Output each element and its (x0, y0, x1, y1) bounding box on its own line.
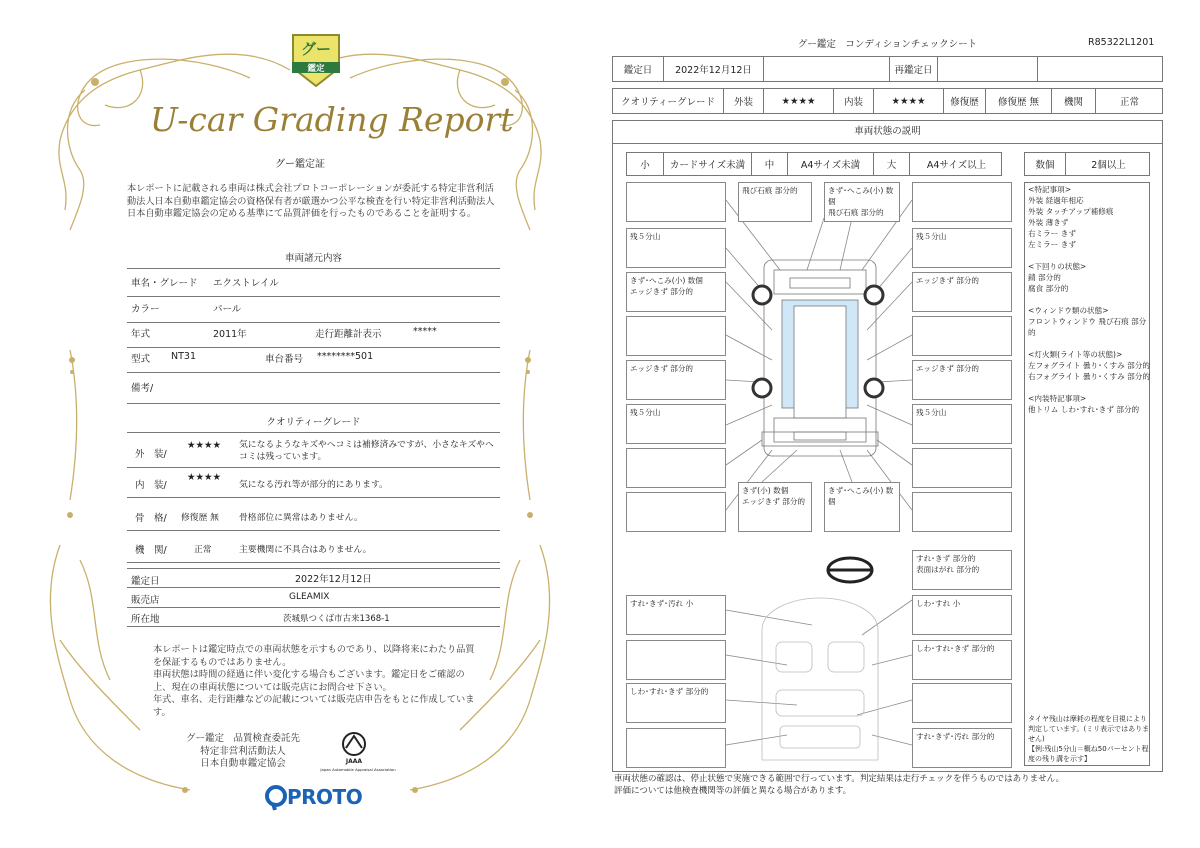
interior-box-2: しわ･すれ 小 (912, 595, 1012, 635)
interior-box-1: すれ･きず･汚れ 小 (626, 595, 726, 635)
odometer-label: 走行距離計表示 (315, 329, 382, 340)
damage-box-rear-2: きず･へこみ(小) 数個 (824, 482, 900, 532)
repair-label: 修復歴 (943, 89, 985, 113)
grade-label: クオリティーグレード (620, 97, 716, 108)
color-label: カラー (131, 304, 160, 315)
count-label: 数個 (1035, 160, 1055, 171)
size-mid-desc: A4サイズ未満 (787, 153, 873, 175)
org-name: グー鑑定 品質検査委託先 特定非営利活動法人 日本自動車鑑定協会 (185, 733, 300, 769)
shop-label: 販売店 (131, 595, 160, 606)
date-label: 鑑定日 (623, 65, 653, 76)
frame-text: 骨格部位に異常はありません。 (239, 513, 363, 523)
certificate-title: グー鑑定証 (275, 159, 325, 170)
quality-row-engine (127, 537, 500, 563)
damage-box-rear-1: きず(小) 数個 エッジきず 部分的 (738, 482, 812, 532)
footer-line-1: 車両状態の確認は、停止状態で実施できる範囲で行っています。判定結果は走行チェックを伴うものではありません。 (614, 774, 1065, 784)
size-large: 大 (873, 153, 909, 175)
chassis-label: 車台番号 (265, 354, 304, 365)
interior-box-5: すれ･きず･汚れ 部分的 (912, 728, 1012, 768)
chassis-value: ********501 (317, 351, 374, 362)
engine-label: 機関 (1051, 89, 1095, 113)
color-value: パール (213, 304, 242, 315)
goo-kantei-badge (288, 30, 344, 90)
damage-box-front-1: 飛び石痕 部分的 (738, 182, 812, 222)
spec-row-remarks (127, 380, 500, 404)
jaaa-logo (320, 730, 396, 780)
date-bar (612, 56, 1163, 82)
sheet-code: R85322L1201 (1088, 37, 1155, 48)
section-title: 車両状態の説明 (612, 120, 1163, 144)
tire-box-rear-left: 残５分山 (626, 404, 726, 444)
special-notes: <特記事項> 外装 経過年相応 外装 タッチアップ補修痕 外装 薄きず 右ミラー きず 左ミラー きず <下回りの状態> 錆 部分的 腐食 部分的 <ウィンドウ類の状態> フロントウィンドウ 飛び石痕 部分的 <灯火類(ライト等の状態)> 左フォグライト 曇り･くすみ 部分的 右フォグライト 曇り･くすみ 部分的 <内装特記事項> 他トリム しわ･すれ･きず 部分的 (1028, 185, 1150, 414)
sheet-title: グー鑑定 コンディションチェックシート (797, 39, 978, 50)
spec-row-model (127, 351, 500, 373)
date-value: 2022年12月12日 (663, 57, 763, 81)
engine-value: 正常 (1095, 89, 1163, 113)
engine-value: 正常 (194, 545, 212, 555)
exterior-label: 外 装/ (135, 449, 167, 460)
quality-section-title: クオリティーグレード (266, 417, 361, 428)
tire-box-front-left: 残５分山 (626, 228, 726, 268)
ext-stars: ★★★★ (763, 89, 833, 113)
size-small-desc: カードサイズ未満 (663, 153, 751, 175)
interior-stars: ★★★★ (187, 472, 222, 483)
spec-section-title: 車両諸元内容 (284, 253, 342, 264)
info-row-location (127, 609, 500, 627)
location-label: 所在地 (131, 614, 160, 625)
damage-box-front-2: きず･へこみ(小) 数個 飛び石痕 部分的 (824, 182, 900, 222)
tire-note: タイヤ残山は摩耗の程度を目視により判定しています。(ミリ表示ではありません) 【例:残山5分山＝概ね50パーセント程度の残り溝を示す】 (1028, 715, 1150, 763)
year-value: 2011年 (213, 329, 247, 340)
proto-text: PROTO (287, 785, 363, 809)
frame-label: 骨 格/ (135, 513, 167, 524)
ext-label: 外装 (723, 89, 763, 113)
damage-box-right-2: エッジきず 部分的 (912, 360, 1012, 400)
tire-box-rear-right: 残５分山 (912, 404, 1012, 444)
footer-line-2: 評価については他検査機関等の評価と異なる場合があります。 (614, 786, 852, 796)
interior-box-4: しわ･すれ･きず 部分的 (626, 683, 726, 723)
spec-row-year (127, 326, 500, 348)
name-label: 車名・グレード (131, 278, 198, 289)
remarks-label: 備考/ (131, 383, 154, 394)
count-value: 2個以上 (1065, 153, 1151, 175)
damage-box-right-1: エッジきず 部分的 (912, 272, 1012, 312)
engine-text: 主要機関に不具合はありません。 (239, 545, 372, 555)
quality-row-interior (127, 472, 500, 498)
size-mid: 中 (751, 153, 787, 175)
steering-box: すれ･きず 部分的 表面はがれ 部分的 (912, 550, 1012, 590)
jaaa-subtext: Japan Automobile Appraisal Association (320, 767, 396, 772)
intro-paragraph: 本レポートに記載される車両は株式会社プロトコーポレーションが委託する特定非営利活動法人日本自動車鑑定協会の資格保有者が厳選かつ公平な検査を行い特定非営利活動法人日本自動車鑑定協会の定める基準にて品質評価を行ったものであることを証明する。 (127, 183, 495, 219)
quality-row-frame (127, 505, 500, 531)
exterior-stars: ★★★★ (187, 440, 222, 451)
size-large-desc: A4サイズ以上 (909, 153, 1003, 175)
script-title: U-car Grading Report (150, 100, 514, 139)
disclaimer-paragraph: 本レポートは鑑定時点での車両状態を示すものであり、以降将来にわたり品質を保証するものではありません。 車両状態は時間の経過に伴い変化する場合もございます。鑑定日をご確認の上、現在の車両状態については販売店にお問合せ下さい。 年式、車名、走行距離などの記載については販売店申告をもとに作成しています。 (153, 644, 475, 718)
int-stars: ★★★★ (873, 89, 943, 113)
name-value: エクストレイル (213, 278, 279, 289)
int-label: 内装 (833, 89, 873, 113)
date-label: 鑑定日 (131, 576, 160, 587)
repair-value: 修復歴 無 (985, 89, 1051, 113)
odometer-value: ***** (413, 326, 437, 337)
spec-row-color (127, 301, 500, 323)
redate-label: 再鑑定日 (889, 57, 937, 81)
size-small: 小 (640, 160, 650, 171)
spec-row-name (127, 275, 500, 297)
model-value: NT31 (171, 351, 196, 362)
exterior-text: 気になるようなキズやヘコミは補修済みですが、小さなキズやヘコミは残っています。 (239, 440, 494, 462)
engine-label: 機 関/ (135, 545, 167, 556)
info-row-date (127, 568, 500, 588)
info-row-shop (127, 589, 500, 608)
frame-value: 修復歴 無 (181, 513, 219, 523)
quality-row-exterior (127, 436, 500, 468)
location-value: 茨城県つくば市古来1368-1 (283, 614, 390, 624)
interior-text: 気になる汚れ等が部分的にあります。 (239, 480, 388, 490)
badge-top-text: グー (300, 40, 331, 58)
jaaa-text: JAAA (345, 758, 363, 765)
interior-box-3: しわ･すれ･きず 部分的 (912, 640, 1012, 680)
tire-box-front-right: 残５分山 (912, 228, 1012, 268)
year-label: 年式 (131, 329, 151, 340)
date-value: 2022年12月12日 (295, 574, 372, 585)
model-label: 型式 (131, 354, 151, 365)
shop-value: GLEAMIX (289, 592, 330, 602)
damage-box-left-2: エッジきず 部分的 (626, 360, 726, 400)
grade-bar (612, 88, 1163, 114)
damage-box-left-1: きず･へこみ(小) 数個 エッジきず 部分的 (626, 272, 726, 312)
interior-label: 内 装/ (135, 480, 167, 491)
badge-bottom-text: 鑑定 (307, 64, 325, 74)
proto-logo (265, 783, 375, 811)
